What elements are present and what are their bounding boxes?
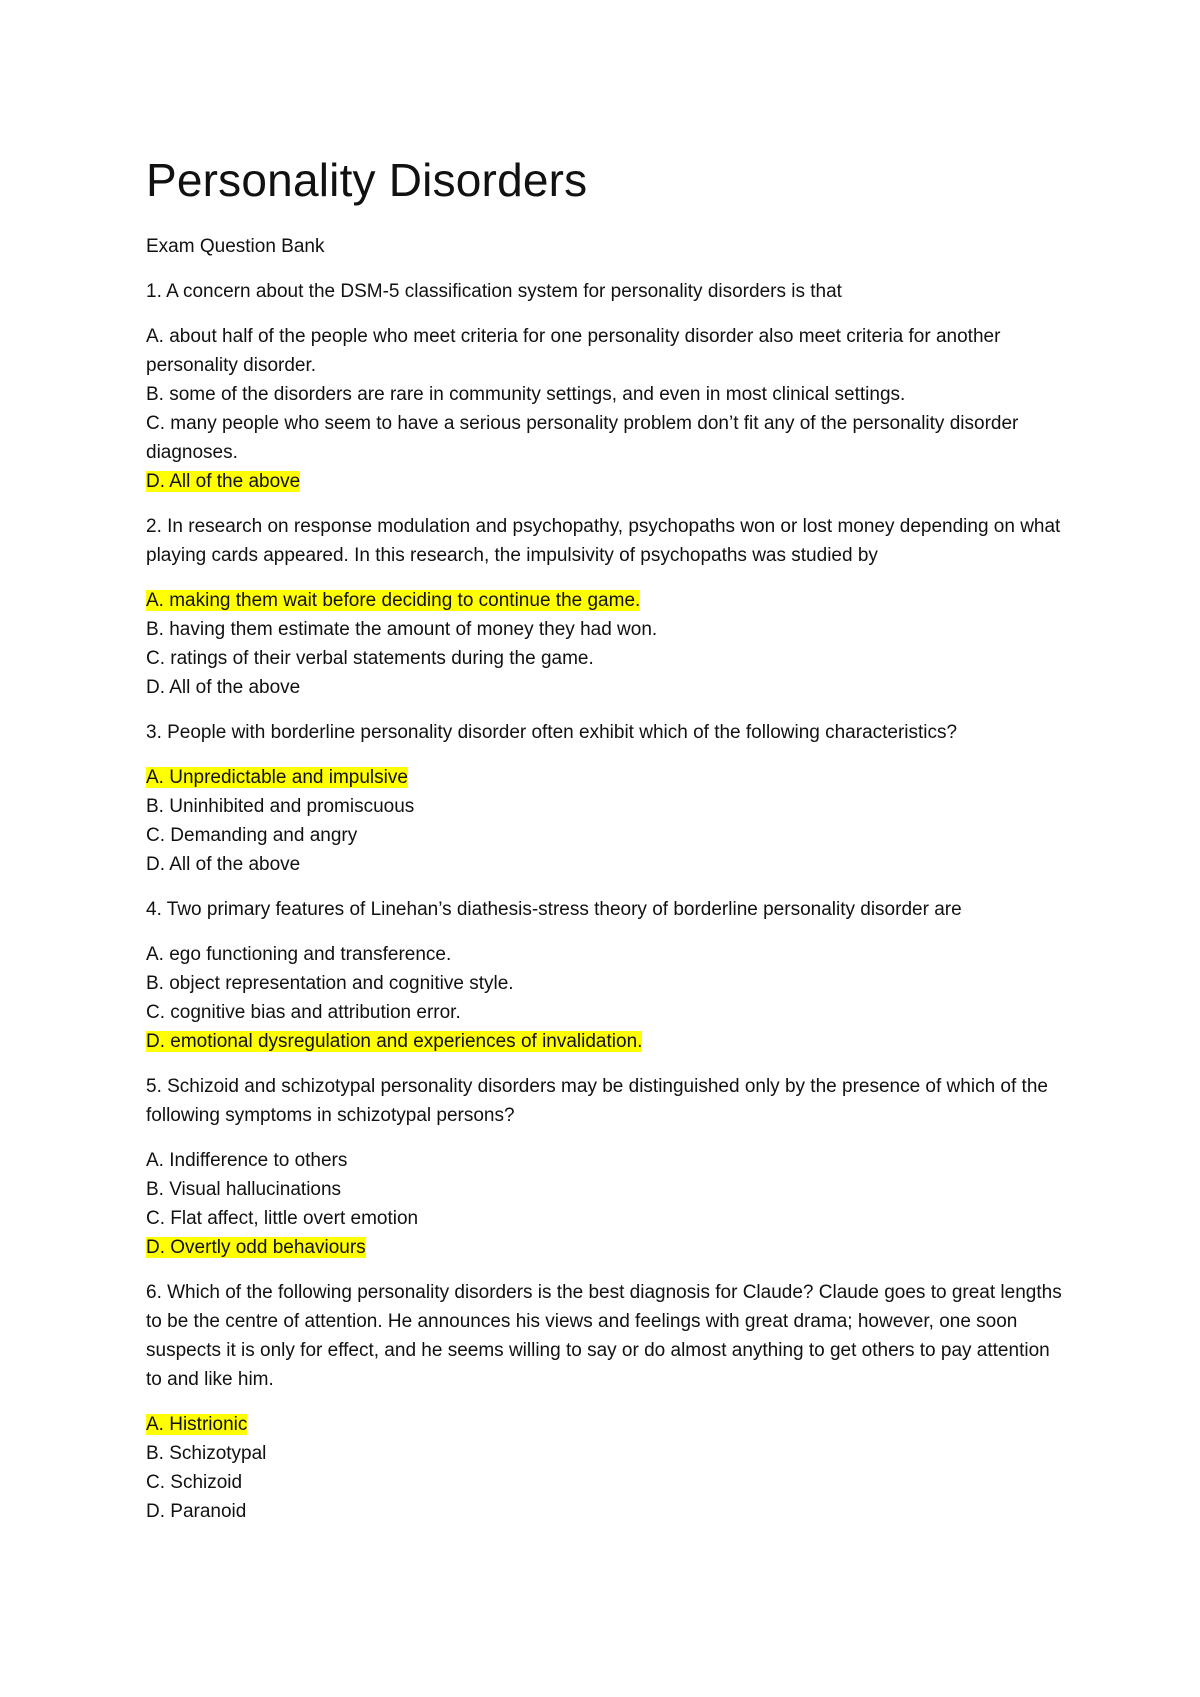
answer-option-text: C. many people who seem to have a serious personality problem don’t fit any of the personality disorder diagnoses. <box>146 413 1019 463</box>
question-block <box>146 895 1066 1056</box>
answer-option-correct <box>146 1027 1066 1056</box>
answer-option <box>146 821 1066 850</box>
answer-option <box>146 409 1066 467</box>
answer-option <box>146 792 1066 821</box>
question-text: 3. People with borderline personality disorder often exhibit which of the following characteristics? <box>146 722 958 743</box>
question-block <box>146 1072 1066 1262</box>
question-text: 4. Two primary features of Linehan’s diathesis-stress theory of borderline personality disorder are <box>146 899 962 920</box>
answer-option-text: B. object representation and cognitive style. <box>146 973 514 994</box>
answer-option-text: D. All of the above <box>146 471 301 492</box>
answer-option-text: A. ego functioning and transference. <box>146 944 452 965</box>
answer-option-text: D. emotional dysregulation and experiences of invalidation. <box>146 1031 643 1052</box>
answer-option <box>146 380 1066 409</box>
question-text: 6. Which of the following personality disorders is the best diagnosis for Claude? Claude goes to great lengths to be the centre of attention. He announces his views and feelings with great drama; however, one soon suspects it is only for effect, and he seems willing to say or do almost anything to get others to pay attention to and like him. <box>146 1282 1062 1390</box>
answer-option <box>146 1204 1066 1233</box>
answer-option-text: C. Schizoid <box>146 1472 243 1493</box>
answer-option-correct <box>146 763 1066 792</box>
answer-option <box>146 940 1066 969</box>
answer-option-text: A. about half of the people who meet criteria for one personality disorder also meet criteria for another personality disorder. <box>146 326 1001 376</box>
answer-option-text: C. Demanding and angry <box>146 825 358 846</box>
answer-option-text: A. Indifference to others <box>146 1150 348 1171</box>
question-block <box>146 1278 1066 1526</box>
answer-options <box>146 322 1066 496</box>
page-subtitle: Exam Question Bank <box>146 236 325 257</box>
answer-option-text: D. All of the above <box>146 677 301 698</box>
question-block <box>146 277 1066 496</box>
question-text: 1. A concern about the DSM-5 classification system for personality disorders is that <box>146 281 842 302</box>
answer-option-text: B. Visual hallucinations <box>146 1179 342 1200</box>
answer-option-correct <box>146 1233 1066 1262</box>
answer-option <box>146 673 1066 702</box>
answer-option-correct <box>146 467 1066 496</box>
answer-option-text: B. Uninhibited and promiscuous <box>146 796 415 817</box>
answer-option-text: C. Flat affect, little overt emotion <box>146 1208 419 1229</box>
document-page <box>146 150 1066 1542</box>
answer-option <box>146 1439 1066 1468</box>
answer-option <box>146 998 1066 1027</box>
page-title: Personality Disorders <box>146 154 588 206</box>
answer-option <box>146 1175 1066 1204</box>
answer-options <box>146 940 1066 1056</box>
answer-option <box>146 615 1066 644</box>
answer-option-text: C. ratings of their verbal statements during the game. <box>146 648 594 669</box>
answer-option <box>146 969 1066 998</box>
answer-option <box>146 1146 1066 1175</box>
answer-options <box>146 1410 1066 1526</box>
answer-options <box>146 763 1066 879</box>
question-block <box>146 512 1066 702</box>
answer-option-text: B. some of the disorders are rare in community settings, and even in most clinical settings. <box>146 384 906 405</box>
answer-option-text: A. Histrionic <box>146 1414 248 1435</box>
answer-option-text: A. making them wait before deciding to continue the game. <box>146 590 641 611</box>
answer-options <box>146 1146 1066 1262</box>
answer-option-correct <box>146 1410 1066 1439</box>
question-text: 2. In research on response modulation and psychopathy, psychopaths won or lost money depending on what playing cards appeared. In this research, the impulsivity of psychopaths was studied by <box>146 516 1061 566</box>
answer-option <box>146 1497 1066 1526</box>
answer-option-text: D. All of the above <box>146 854 301 875</box>
answer-option <box>146 322 1066 380</box>
answer-option <box>146 850 1066 879</box>
answer-option-text: A. Unpredictable and impulsive <box>146 767 408 788</box>
question-block <box>146 718 1066 879</box>
answer-option-text: D. Paranoid <box>146 1501 247 1522</box>
question-text: 5. Schizoid and schizotypal personality disorders may be distinguished only by the presence of which of the following symptoms in schizotypal persons? <box>146 1076 1048 1126</box>
answer-option-text: B. Schizotypal <box>146 1443 267 1464</box>
answer-option <box>146 1468 1066 1497</box>
question-list <box>146 277 1066 1526</box>
answer-option-text: C. cognitive bias and attribution error. <box>146 1002 461 1023</box>
answer-option-text: D. Overtly odd behaviours <box>146 1237 366 1258</box>
answer-option <box>146 644 1066 673</box>
answer-option-text: B. having them estimate the amount of money they had won. <box>146 619 658 640</box>
answer-option-correct <box>146 586 1066 615</box>
answer-options <box>146 586 1066 702</box>
